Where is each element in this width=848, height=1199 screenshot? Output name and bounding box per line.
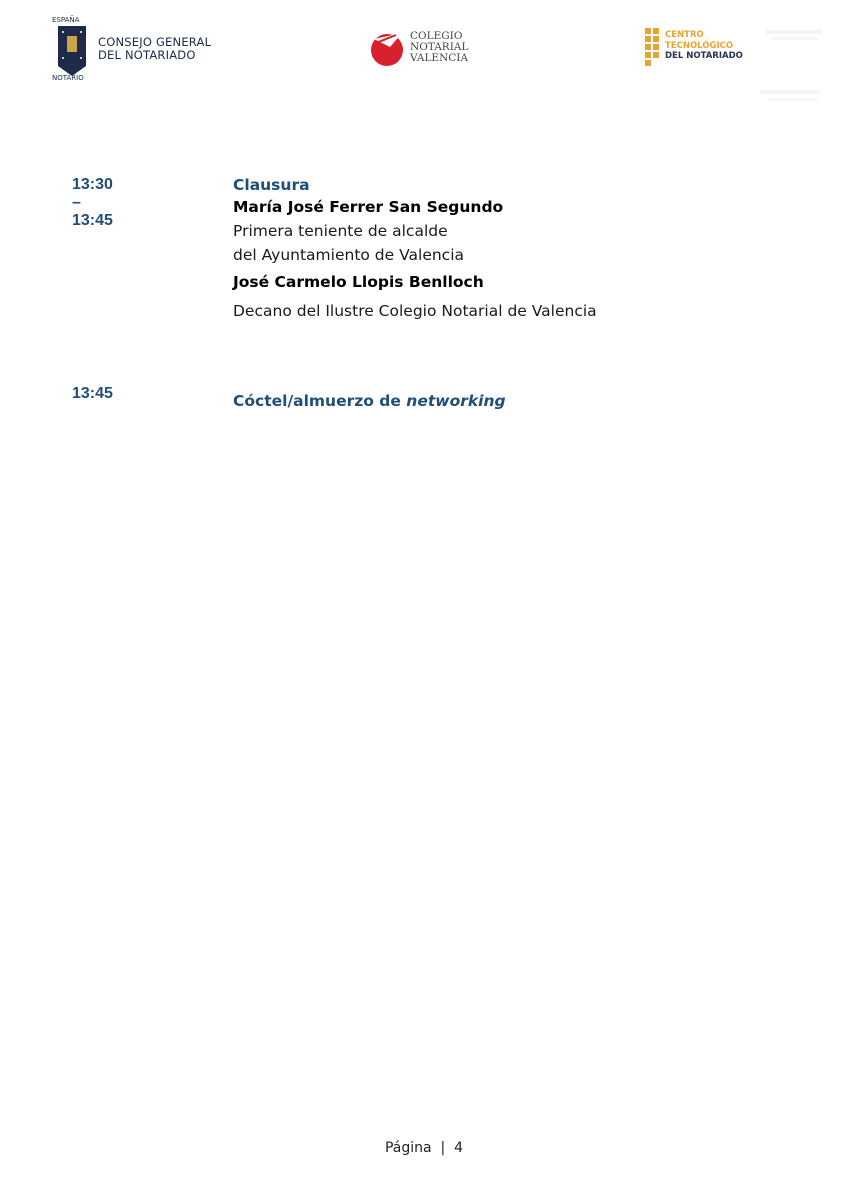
page-header — [0, 0, 848, 110]
colegio-notarial-logo — [368, 26, 478, 72]
cnv-line2: NOTARIAL — [410, 41, 469, 53]
cgn-line2: DEL NOTARIADO — [98, 48, 196, 62]
ctn-line1: CENTRO — [665, 30, 704, 40]
cgn-bottom-label: NOTARIO — [52, 74, 84, 82]
colegio-notarial-emblem-icon — [368, 29, 406, 69]
cgn-line1: CONSEJO GENERAL — [98, 35, 212, 49]
ctn-line3: DEL NOTARIADO — [665, 51, 743, 61]
speaker-role-2: Decano del Ilustre Colegio Notarial de Valencia — [233, 302, 597, 320]
page-separator: | — [436, 1140, 450, 1156]
page-footer — [0, 1140, 848, 1156]
agenda-title-1: Clausura — [233, 176, 310, 194]
agenda-title-2-prefix: Cóctel/almuerzo de — [233, 392, 407, 410]
faint-watermark-icon — [760, 28, 830, 108]
consejo-general-logo — [52, 18, 222, 84]
cnv-line3: VALENCIA — [410, 52, 469, 64]
page-label: Página — [384, 1140, 432, 1156]
agenda-title-2-italic: networking — [406, 392, 506, 410]
cnv-line1: COLEGIO — [410, 30, 463, 42]
agenda-time-2: 13:45 — [72, 385, 113, 402]
agenda-time-1: 13:30 – 13:45 — [72, 176, 113, 229]
cgn-top-label: ESPAÑA — [52, 16, 80, 24]
centro-tecnologico-logo — [645, 28, 765, 72]
agenda-title-2 — [233, 392, 506, 410]
speaker-name-1: María José Ferrer San Segundo — [233, 198, 504, 216]
ctn-line2: TECNOLÓGICO — [665, 40, 734, 51]
page-number: 4 — [454, 1140, 464, 1156]
ctn-grid-icon — [645, 28, 659, 68]
speaker-role-1b: del Ayuntamiento de Valencia — [233, 246, 465, 264]
speaker-name-2: José Carmelo Llopis Benlloch — [233, 273, 484, 291]
speaker-role-1a: Primera teniente de alcalde — [233, 222, 448, 240]
